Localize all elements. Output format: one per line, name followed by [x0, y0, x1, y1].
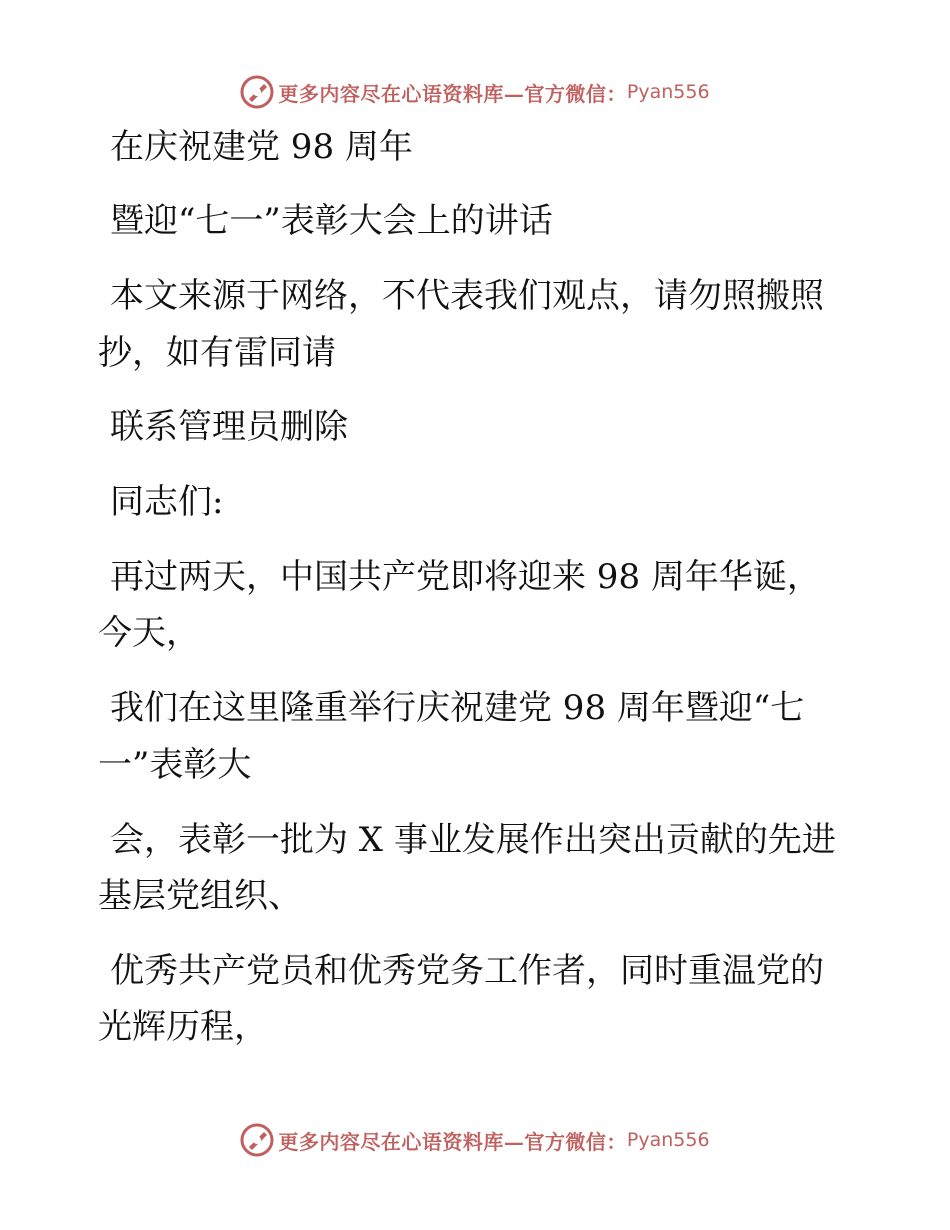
text-line: 我们在这里隆重举行庆祝建党 98 周年暨迎“七 — [110, 688, 805, 728]
text-line: 本文来源于网络，不代表我们观点，请勿照搬照 — [110, 276, 824, 316]
banner-text: 更多内容尽在心语资料库—官方微信： — [278, 1129, 627, 1154]
text-line: 联系管理员删除 — [110, 407, 348, 447]
logo-icon — [240, 1123, 274, 1157]
text-line: 再过两天，中国共产党即将迎来 98 周年华诞， — [110, 557, 821, 597]
text-line: 优秀共产党员和优秀党务工作者，同时重温党的 — [110, 951, 824, 991]
text-line: 同志们: — [110, 482, 224, 522]
title-line-2: 暨迎“七一”表彰大会上的讲话 — [110, 201, 553, 241]
text-line: 光辉历程， — [98, 1007, 268, 1047]
header-watermark — [0, 72, 950, 112]
text-line: 一”表彰大 — [98, 745, 252, 785]
title-line-1: 在庆祝建党 98 周年 — [110, 127, 413, 167]
text-line: 基层党组织、 — [98, 876, 302, 916]
footer-watermark — [0, 1120, 950, 1160]
banner-wechat-id: Pyan556 — [626, 81, 710, 103]
text-line: 今天， — [98, 613, 200, 653]
banner-text: 更多内容尽在心语资料库—官方微信： — [278, 81, 627, 106]
banner-wechat-id: Pyan556 — [626, 1129, 710, 1151]
text-line: 抄，如有雷同请 — [98, 333, 336, 373]
logo-icon — [240, 75, 274, 109]
text-line: 会，表彰一批为 X 事业发展作出突出贡献的先进 — [110, 820, 836, 860]
